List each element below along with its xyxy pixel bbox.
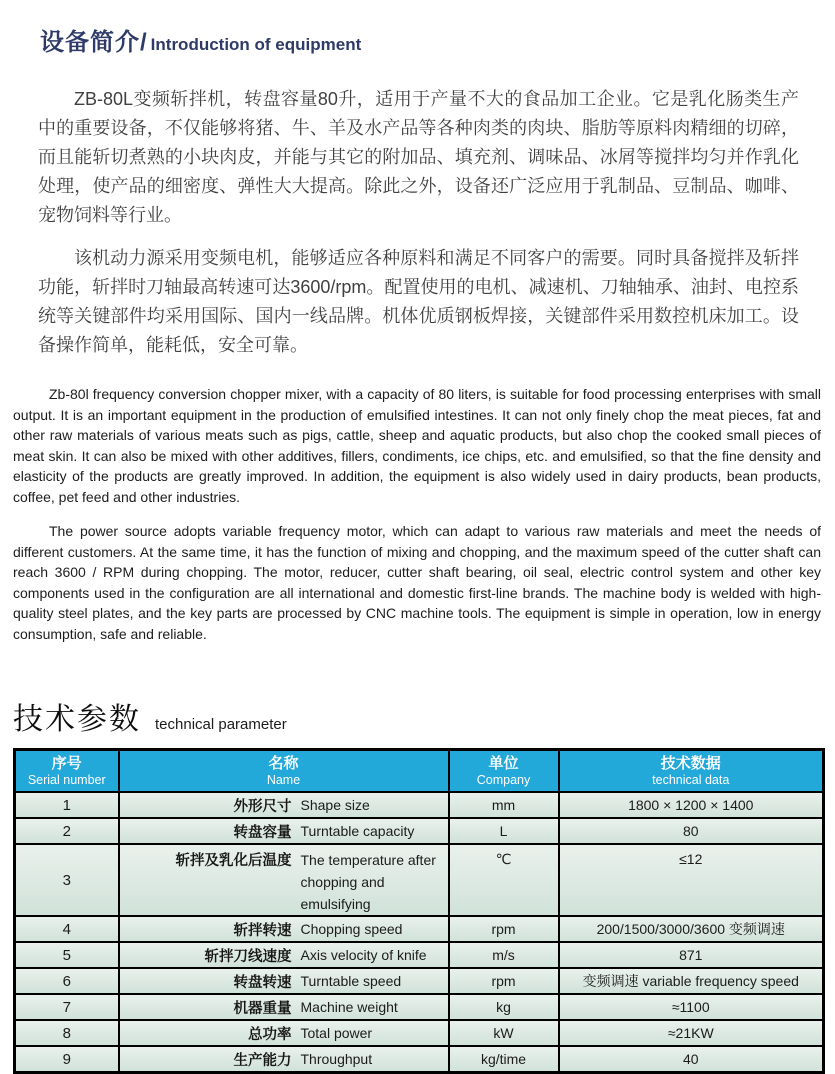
cell-name-zh: 转盘容量	[233, 824, 292, 841]
cell-unit: kg/time	[449, 1046, 559, 1073]
cell-name	[119, 792, 449, 818]
cell-name-en: Turntable capacity	[300, 823, 415, 839]
cell-name-zh: 生产能力	[233, 1052, 292, 1069]
technical-parameter-table	[13, 748, 825, 1074]
cell-name-zh: 斩拌及乳化后温度	[175, 853, 292, 869]
table-row	[15, 844, 824, 916]
cell-name-en: Axis velocity of knife	[300, 947, 427, 963]
table-row	[15, 818, 824, 844]
header-serial-en: Serial number	[27, 773, 106, 787]
cell-name	[119, 916, 449, 942]
intro-en-paragraph-1: Zb-80l frequency conversion chopper mixer, with a capacity of 80 liters, is suitable for food processing enterprises with small output. It is an important equipment in the production of emulsified intestines. It can not only finely chop the meat pieces, fat and other raw materials of various meats such as pigs, cattle, sheep and aquatic products, but also chop the cooked small pieces of meat skin. It can also be mixed with other additives, fillers, condiments, ice chips, etc. and emulsified, so that the fine density and elasticity of the products are greatly improved. In addition, the equipment is also widely used in dairy products, bean products, coffee, pet feed and other industries.	[13, 386, 821, 505]
cell-serial: 6	[15, 968, 119, 994]
page-title-en: Introduction of equipment	[150, 35, 362, 54]
cell-value: 200/1500/3000/3600 变频调速	[559, 916, 824, 942]
header-serial-number	[15, 750, 119, 793]
cell-name-zh: 外形尺寸	[233, 798, 292, 815]
header-name-zh: 名称	[268, 755, 299, 772]
cell-value: 40	[559, 1046, 824, 1073]
cell-name-en: Shape size	[300, 797, 370, 813]
cell-name-en: Turntable speed	[300, 973, 402, 989]
cell-unit: mm	[449, 792, 559, 818]
cell-name	[119, 994, 449, 1020]
table-row	[15, 916, 824, 942]
tech-heading-zh: 技术参数	[13, 703, 141, 736]
cell-unit: ℃	[449, 844, 559, 916]
tech-heading-en: technical parameter	[155, 716, 287, 733]
intro-zh-paragraph-1: ZB-80L变频斩拌机，转盘容量80升，适用于产量不大的食品加工企业。它是乳化肠类生产中的重要设备，不仅能够将猪、牛、羊及水产品等各种肉类的肉块、脂肪等原料肉精细的切碎，而且能斩切煮熟的小块肉皮，并能与其它的附加品、填充剂、调味品、冰屑等搅拌均匀并作乳化处理，使产品的细密度、弹性大大提高。除此之外，设备还广泛应用于乳制品、豆制品、咖啡、宠物饲料等行业。	[38, 89, 799, 225]
cell-value: 871	[559, 942, 824, 968]
header-name-en: Name	[266, 773, 301, 787]
cell-name-zh: 斩拌转速	[233, 922, 292, 939]
table-row	[15, 968, 824, 994]
cell-value: ≈21KW	[559, 1020, 824, 1046]
cell-serial: 9	[15, 1046, 119, 1073]
page-title	[0, 0, 835, 57]
intro-english-section	[13, 384, 821, 644]
cell-name-en: Throughput	[300, 1051, 373, 1067]
cell-serial: 4	[15, 916, 119, 942]
cell-name	[119, 942, 449, 968]
cell-name-en: Machine weight	[300, 999, 398, 1015]
cell-unit: kW	[449, 1020, 559, 1046]
cell-serial: 5	[15, 942, 119, 968]
cell-unit: rpm	[449, 916, 559, 942]
header-serial-zh: 序号	[51, 755, 82, 772]
table-row	[15, 994, 824, 1020]
table-header-row	[15, 750, 824, 793]
header-technical-data	[559, 750, 824, 793]
cell-value: ≤12	[559, 844, 824, 916]
intro-zh-paragraph-2: 该机动力源采用变频电机，能够适应各种原料和满足不同客户的需要。同时具备搅拌及斩拌功能，斩拌时刀轴最高转速可达3600/rpm。配置使用的电机、减速机、刀轴轴承、油封、电控系统等关键部件均采用国际、国内一线品牌。机体优质钢板焊接，关键部件采用数控机床加工。设备操作简单，能耗低，安全可靠。	[38, 248, 799, 355]
cell-value: ≈1100	[559, 994, 824, 1020]
cell-serial: 2	[15, 818, 119, 844]
cell-name	[119, 1046, 449, 1073]
table-row	[15, 792, 824, 818]
header-unit-zh: 单位	[488, 755, 519, 772]
cell-name-zh: 机器重量	[233, 1000, 292, 1017]
cell-serial: 7	[15, 994, 119, 1020]
intro-en-paragraph-2: The power source adopts variable frequency motor, which can adapt to various raw materials and meet the needs of different customers. At the same time, it has the function of mixing and chopping, and the maximum speed of the cutter shaft can reach 3600 / RPM during chopping. The motor, reducer, cutter shaft bearing, oil seal, electric control system and other key components used in the configuration are all international and domestic first-line brands. The machine body is welded with high-quality steel plates, and the key parts are processed by CNC machine tools. The equipment is simple in operation, low in energy consumption, safe and reliable.	[13, 523, 821, 642]
cell-name	[119, 818, 449, 844]
tech-parameter-heading	[13, 694, 835, 738]
cell-name-en: The temperature after chopping and emulsifying	[300, 852, 436, 912]
intro-chinese-section	[38, 85, 799, 360]
cell-name	[119, 1020, 449, 1046]
header-techdata-zh: 技术数据	[660, 755, 721, 772]
cell-unit: L	[449, 818, 559, 844]
cell-name	[119, 968, 449, 994]
cell-name-zh: 斩拌刀线速度	[204, 948, 292, 965]
cell-unit: m/s	[449, 942, 559, 968]
cell-unit: kg	[449, 994, 559, 1020]
header-name	[119, 750, 449, 793]
header-techdata-en: technical data	[652, 773, 730, 787]
cell-serial: 3	[15, 844, 119, 916]
cell-value: 1800 × 1200 × 1400	[559, 792, 824, 818]
cell-name-zh: 总功率	[248, 1026, 292, 1043]
cell-value: 变频调速 variable frequency speed	[559, 968, 824, 994]
page-title-zh: 设备简介/	[40, 29, 148, 56]
table-row	[15, 1020, 824, 1046]
table-row	[15, 942, 824, 968]
cell-serial: 1	[15, 792, 119, 818]
cell-unit: rpm	[449, 968, 559, 994]
cell-value: 80	[559, 818, 824, 844]
cell-serial: 8	[15, 1020, 119, 1046]
cell-name-en: Chopping speed	[300, 921, 403, 937]
table-row	[15, 1046, 824, 1073]
cell-name-zh: 转盘转速	[233, 974, 292, 991]
header-unit-en: Company	[476, 773, 531, 787]
cell-name-en: Total power	[300, 1025, 373, 1041]
header-unit	[449, 750, 559, 793]
cell-name	[119, 844, 449, 916]
